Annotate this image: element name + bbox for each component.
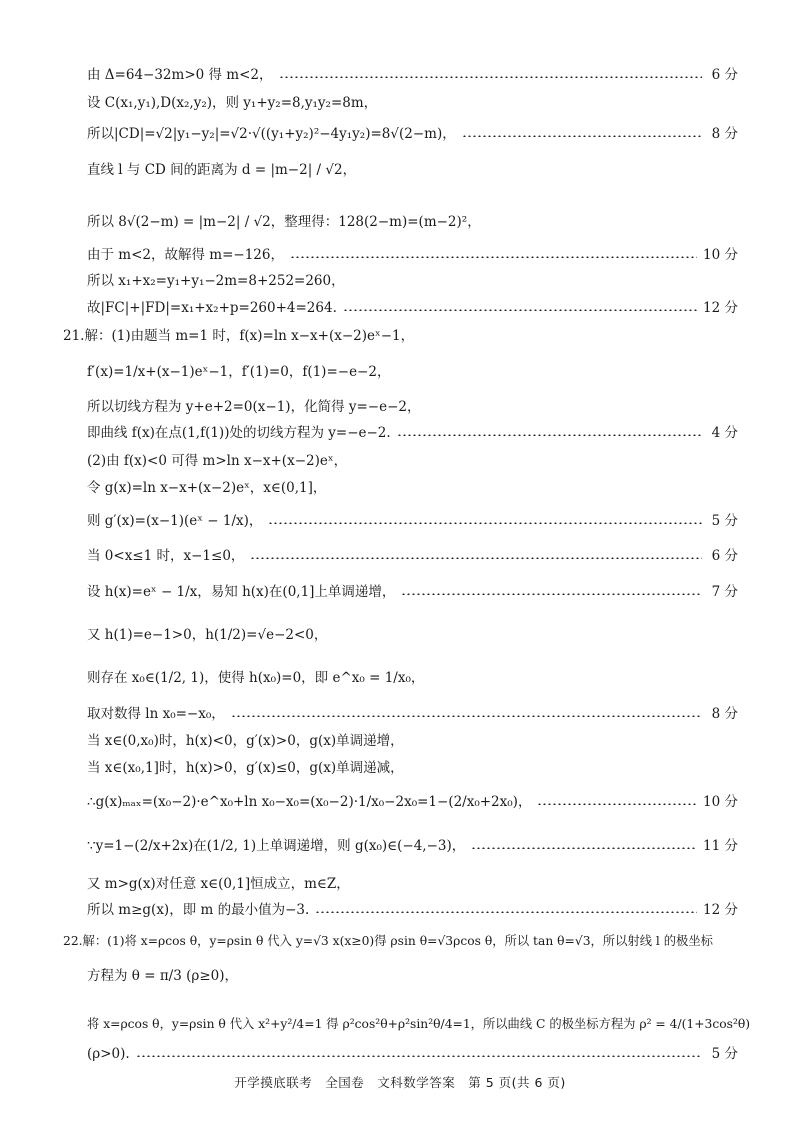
score-label: 10 分: [703, 794, 738, 810]
score-label: 12 分: [703, 300, 738, 316]
score-label: 12 分: [703, 902, 738, 918]
leader-dots: [250, 557, 702, 559]
solution-line: (ρ>0). 5 分: [87, 1046, 738, 1062]
leader-dots: [401, 593, 702, 595]
question-22-header: 22.解：(1)将 x=ρcos θ，y=ρsin θ 代入 y=√3 x(x≥0)得 ρsin θ=√3ρcos θ，所以 tan θ=√3，所以射线 l 的极坐标: [63, 934, 713, 948]
solution-line: 当 0<x≤1 时，x−1≤0， 6 分: [87, 548, 738, 564]
score-label: 6 分: [711, 548, 738, 564]
solution-line: 又 m>g(x)对任意 x∈(0,1]恒成立，m∈Z，: [87, 876, 350, 892]
solution-line: 当 x∈(0,x₀)时，h(x)<0，g′(x)>0，g(x)单调递增，: [87, 733, 404, 749]
solution-line: 又 h(1)=e−1>0，h(1/2)=√e−2<0，: [87, 627, 328, 643]
solution-line: 将 x=ρcos θ，y=ρsin θ 代入 x²+y²/4=1 得 ρ²cos²θ+ρ²sin²θ/4=1，所以曲线 C 的极坐标方程为 ρ² = 4/(1+3cos²θ): [87, 1017, 751, 1031]
score-label: 5 分: [711, 513, 738, 529]
leader-dots: [268, 522, 702, 524]
solution-line: 设 h(x)=eˣ − 1/x，易知 h(x)在(0,1]上单调递增， 7 分: [87, 584, 738, 600]
solution-line: 故|FC|+|FD|=x₁+x₂+p=260+4=264. 12 分: [87, 300, 738, 316]
solution-line: 由于 m<2，故解得 m=−126， 10 分: [87, 247, 738, 263]
solution-line: f′(x)=1/x+(x−1)eˣ−1，f′(1)=0，f(1)=−e−2，: [87, 364, 391, 380]
leader-dots: [136, 1055, 702, 1057]
solution-line: 所以 m≥g(x)，即 m 的最小值为−3. 12 分: [87, 902, 738, 918]
solution-line: 方程为 θ = π/3 (ρ≥0)，: [87, 968, 238, 984]
solution-line: 直线 l 与 CD 间的距离为 d = |m−2| / √2，: [87, 162, 357, 178]
page-footer: 开学摸底联考 全国卷 文科数学答案 第 5 页(共 6 页): [234, 1075, 566, 1090]
solution-line: (2)由 f(x)<0 可得 m>ln x−x+(x−2)eˣ，: [87, 453, 348, 469]
leader-dots: [315, 911, 697, 913]
solution-line: 取对数得 ln x₀=−x₀， 8 分: [87, 706, 738, 722]
score-label: 5 分: [711, 1046, 738, 1062]
solution-line: 所以 x₁+x₂=y₁+y₁−2m=8+252=260，: [87, 273, 345, 289]
solution-line: ∴g(x)ₘₐₓ=(x₀−2)·e^x₀+ln x₀−x₀=(x₀−2)·1/x₀−2x₀=1−(2/x₀+2x₀)， 10 分: [87, 794, 738, 810]
solution-line: ∵y=1−(2/x+2x)在(1/2, 1)上单调递增，则 g(x₀)∈(−4,−3)， 11 分: [87, 838, 738, 854]
solution-line: 所以 8√(2−m) = |m−2| / √2，整理得：128(2−m)=(m−2)²，: [87, 214, 481, 230]
solution-line: 则存在 x₀∈(1/2, 1)，使得 h(x₀)=0，即 e^x₀ = 1/x₀，: [87, 670, 425, 686]
solution-line: 当 x∈(x₀,1]时，h(x)>0，g′(x)≤0，g(x)单调递减，: [87, 760, 404, 776]
solution-line: 令 g(x)=ln x−x+(x−2)eˣ，x∈(0,1]，: [87, 480, 327, 496]
leader-dots: [231, 715, 702, 717]
leader-dots: [343, 309, 697, 311]
question-21-header: 21.解：(1)由题当 m=1 时，f(x)=ln x−x+(x−2)eˣ−1，: [63, 328, 415, 344]
leader-dots: [397, 434, 702, 436]
leader-dots: [290, 256, 697, 258]
solution-line: 即曲线 f(x)在点(1,f(1))处的切线方程为 y=−e−2. 4 分: [87, 425, 738, 441]
solution-line: 所以|CD|=√2|y₁−y₂|=√2·√((y₁+y₂)²−4y₁y₂)=8√(2−m)， 8 分: [87, 126, 738, 142]
score-label: 6 分: [711, 67, 738, 83]
score-label: 11 分: [703, 838, 738, 854]
leader-dots: [462, 135, 702, 137]
score-label: 8 分: [711, 126, 738, 142]
leader-dots: [471, 847, 697, 849]
leader-dots: [537, 803, 697, 805]
score-label: 7 分: [711, 584, 738, 600]
solution-line: 由 Δ=64−32m>0 得 m<2， 6 分: [87, 67, 738, 83]
leader-dots: [279, 76, 702, 78]
solution-line: 则 g′(x)=(x−1)(eˣ − 1/x)， 5 分: [87, 513, 738, 529]
score-label: 10 分: [703, 247, 738, 263]
solution-line: 所以切线方程为 y+e+2=0(x−1)，化简得 y=−e−2，: [87, 399, 421, 415]
score-label: 4 分: [711, 425, 738, 441]
solution-line: 设 C(x₁,y₁),D(x₂,y₂)，则 y₁+y₂=8,y₁y₂=8m，: [87, 95, 378, 111]
score-label: 8 分: [711, 706, 738, 722]
